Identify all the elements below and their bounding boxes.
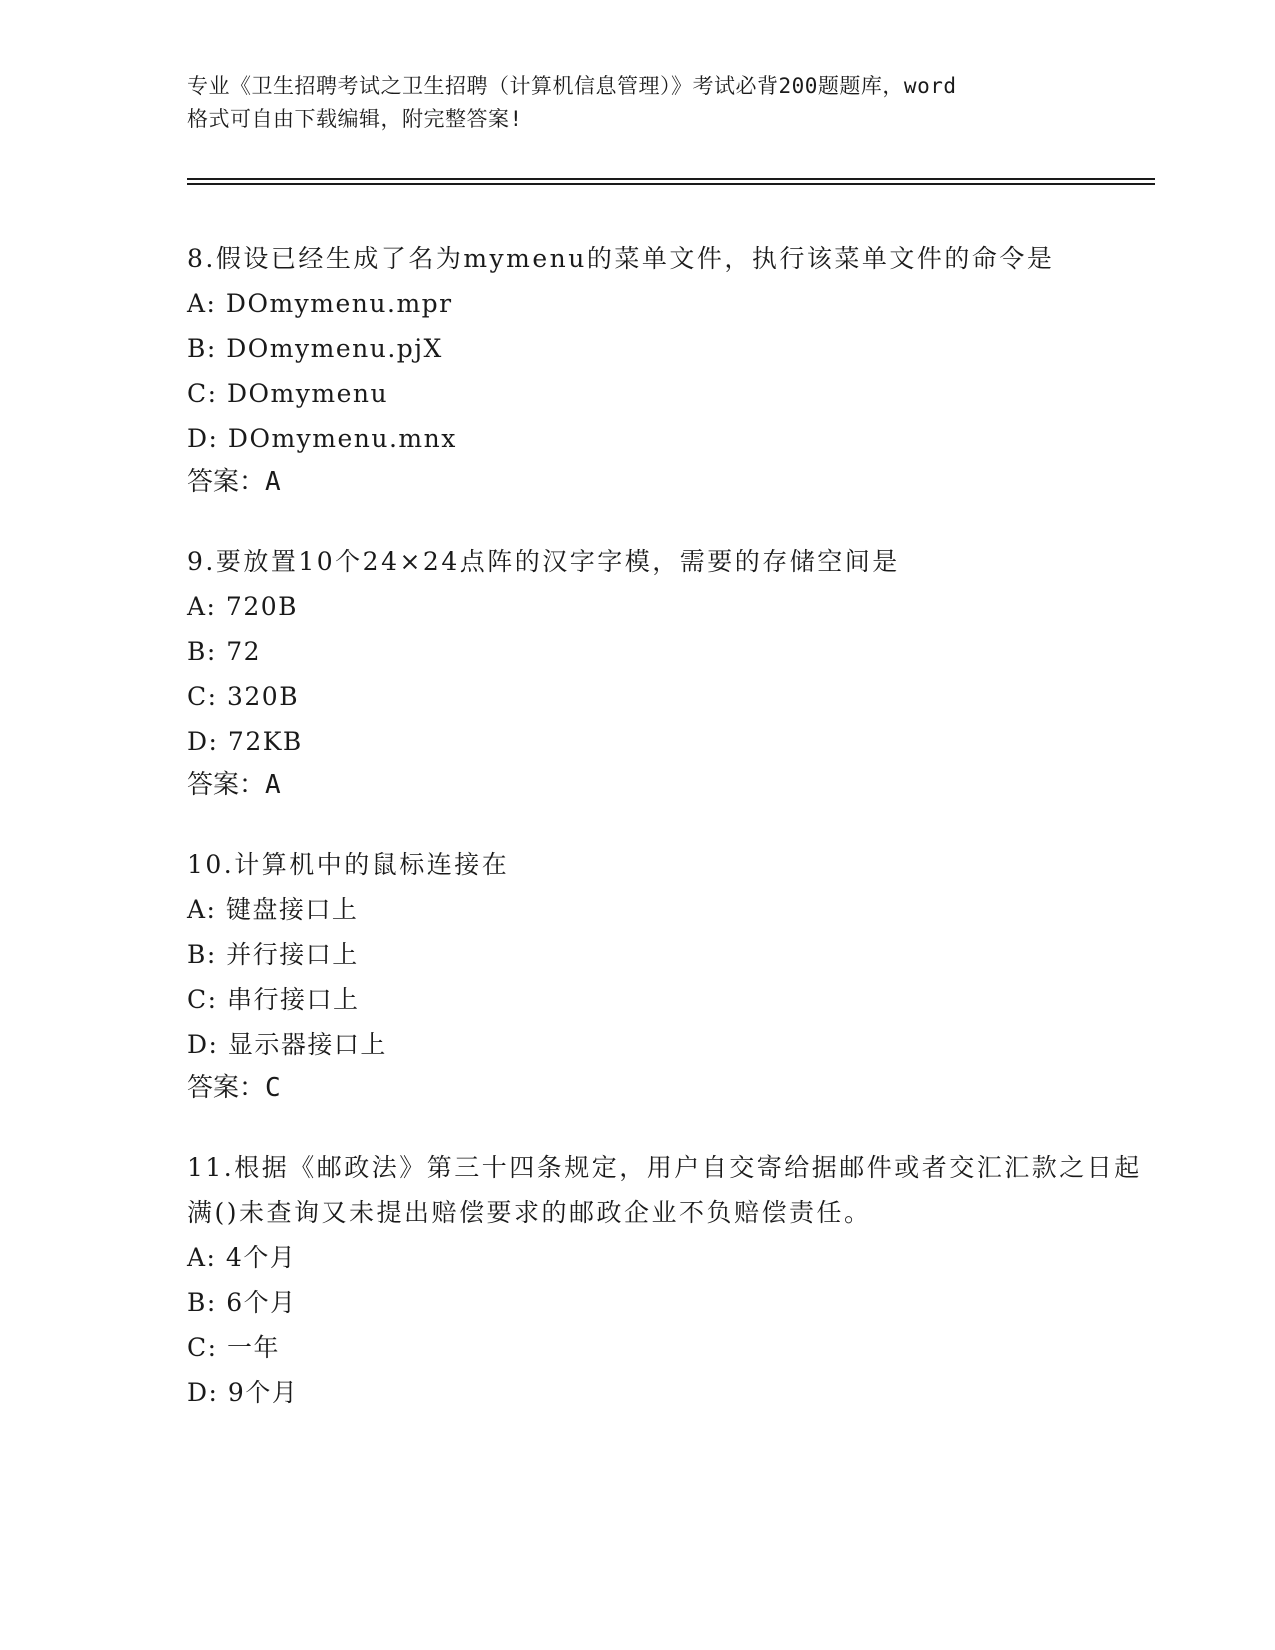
option-c: C: 一年 [187,1333,280,1362]
option-a: A: 720B [187,592,299,621]
question-stem: 11.根据《邮政法》第三十四条规定，用户自交寄给据邮件或者交汇汇款之日起满()未查询又未提出赔偿要求的邮政企业不负赔偿责任。 [187,1153,1142,1227]
option-d: D: DOmymenu.mnx [187,424,457,453]
option-b: B: 72 [187,637,262,666]
answer-line: 答案：A [187,770,281,800]
question-stem: 9.要放置10个24×24点阵的汉字字模，需要的存储空间是 [187,547,900,576]
option-a: A: 4个月 [187,1243,297,1272]
header-line-2: 格式可自由下载编辑，附完整答案! [187,107,523,131]
option-d: D: 显示器接口上 [187,1030,387,1059]
header-line-1: 专业《卫生招聘考试之卫生招聘（计算机信息管理）》考试必背200题题库，word [187,74,957,98]
question-list [187,236,1147,1451]
option-b: B: 并行接口上 [187,940,359,969]
option-d: D: 72KB [187,727,303,756]
option-d: D: 9个月 [187,1378,299,1407]
header-divider-top [187,178,1155,180]
question-stem: 10.计算机中的鼠标连接在 [187,850,510,879]
option-b: B: DOmymenu.pjX [187,334,443,363]
option-a: A: 键盘接口上 [187,895,359,924]
answer-line: 答案：C [187,1073,281,1103]
option-c: C: DOmymenu [187,379,389,408]
option-c: C: 320B [187,682,300,711]
question-11 [187,1145,1147,1415]
question-9 [187,539,1147,806]
option-c: C: 串行接口上 [187,985,360,1014]
option-b: B: 6个月 [187,1288,297,1317]
answer-line: 答案：A [187,467,281,497]
question-8 [187,236,1147,503]
question-10 [187,842,1147,1109]
document-header [187,70,1087,136]
option-a: A: DOmymenu.mpr [187,289,453,318]
question-stem: 8.假设已经生成了名为mymenu的菜单文件，执行该菜单文件的命令是 [187,244,1055,273]
header-divider-bottom [187,183,1155,185]
